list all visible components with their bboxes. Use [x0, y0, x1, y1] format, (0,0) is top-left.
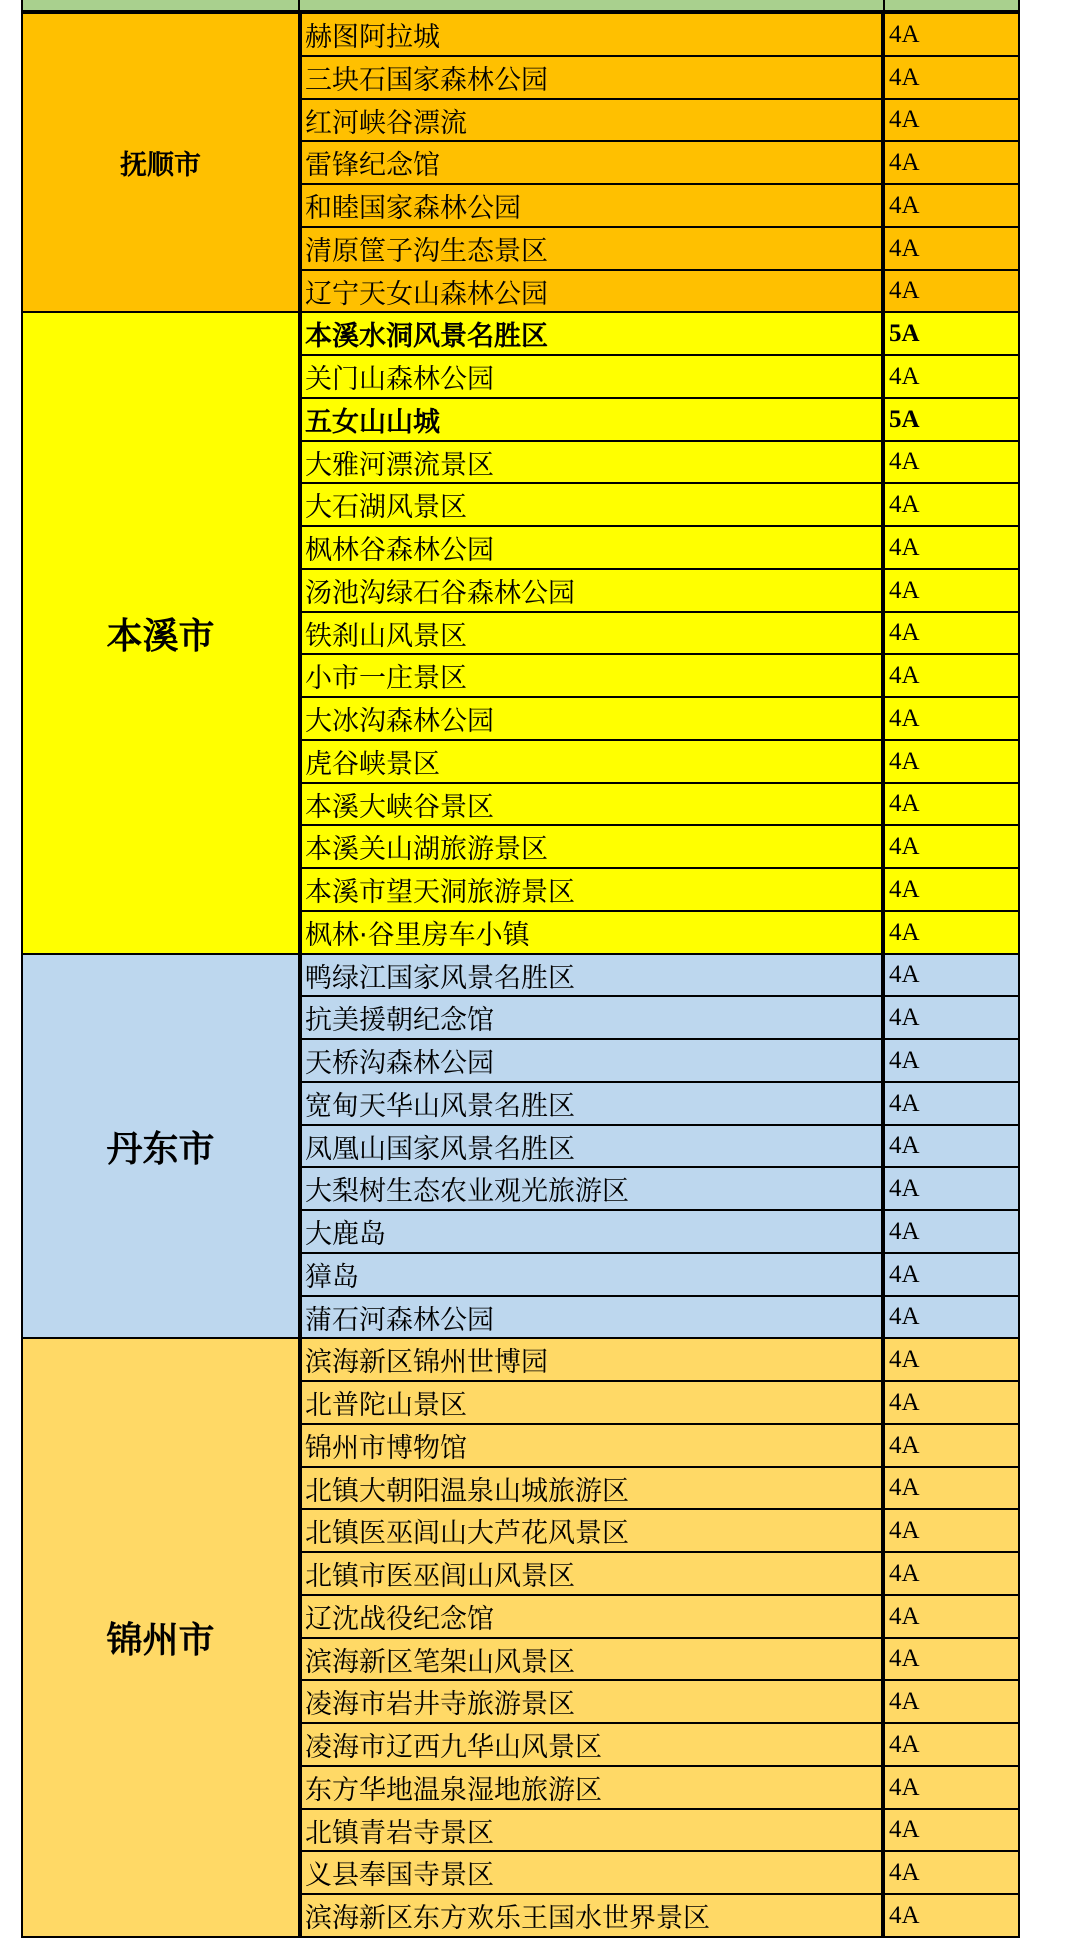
top-partial-cell [21, 0, 300, 10]
scenic-spot-grade: 4A [883, 354, 1020, 399]
scenic-spot-name: 赫图阿拉城 [300, 12, 883, 57]
scenic-spot-grade: 4A [883, 1124, 1020, 1168]
scenic-spot-grade: 4A [883, 568, 1020, 613]
scenic-spot-name: 和睦国家森林公园 [300, 183, 883, 228]
scenic-spot-name: 北镇医巫闾山大芦花风景区 [300, 1508, 883, 1553]
scenic-spot-grade: 4A [883, 824, 1020, 869]
scenic-spot-grade: 4A [883, 953, 1020, 997]
scenic-spot-name: 辽宁天女山森林公园 [300, 269, 883, 313]
scenic-spot-name: 枫林谷森林公园 [300, 525, 883, 570]
scenic-spot-grade: 4A [883, 140, 1020, 185]
scenic-spot-grade: 4A [883, 1551, 1020, 1596]
scenic-spot-name: 大梨树生态农业观光旅游区 [300, 1166, 883, 1211]
scenic-spot-grade: 4A [883, 440, 1020, 484]
scenic-spot-grade: 4A [883, 995, 1020, 1040]
city-name-cell: 抚顺市 [21, 12, 300, 313]
scenic-spot-name: 雷锋纪念馆 [300, 140, 883, 185]
scenic-spot-name: 义县奉国寺景区 [300, 1850, 883, 1895]
scenic-spot-name: 天桥沟森林公园 [300, 1038, 883, 1083]
scenic-spot-name: 大石湖风景区 [300, 482, 883, 527]
scenic-spot-grade: 4A [883, 1295, 1020, 1339]
scenic-spot-name: 大鹿岛 [300, 1209, 883, 1254]
scenic-spot-name: 辽沈战役纪念馆 [300, 1594, 883, 1639]
scenic-spot-name: 三块石国家森林公园 [300, 55, 883, 100]
city-name-cell: 丹东市 [21, 953, 300, 1339]
scenic-spot-name: 清原筐子沟生态景区 [300, 226, 883, 271]
scenic-spot-name: 关门山森林公园 [300, 354, 883, 399]
scenic-spot-name: 本溪市望天洞旅游景区 [300, 867, 883, 912]
scenic-spot-name: 虎谷峡景区 [300, 739, 883, 784]
top-partial-row [21, 0, 1020, 12]
scenic-spot-grade: 4A [883, 1423, 1020, 1468]
scenic-spot-name: 蒲石河森林公园 [300, 1295, 883, 1339]
scenic-spot-name: 大冰沟森林公园 [300, 696, 883, 741]
scenic-spot-name: 本溪关山湖旅游景区 [300, 824, 883, 869]
scenic-spot-grade: 4A [883, 1722, 1020, 1767]
scenic-spot-name: 宽甸天华山风景名胜区 [300, 1081, 883, 1126]
scenic-spot-name: 滨海新区东方欢乐王国水世界景区 [300, 1893, 883, 1938]
scenic-spot-grade: 4A [883, 1765, 1020, 1810]
scenic-spot-grade: 4A [883, 183, 1020, 228]
scenic-spot-grade: 4A [883, 1850, 1020, 1895]
scenic-spot-grade: 5A [883, 397, 1020, 442]
scenic-spot-grade: 4A [883, 1081, 1020, 1126]
scenic-spot-grade: 5A [883, 311, 1020, 356]
scenic-spot-name: 獐岛 [300, 1252, 883, 1297]
scenic-spot-grade: 4A [883, 482, 1020, 527]
scenic-spot-grade: 4A [883, 1209, 1020, 1254]
scenic-spot-grade: 4A [883, 1252, 1020, 1297]
scenic-spot-grade: 4A [883, 525, 1020, 570]
scenic-spot-grade: 4A [883, 1893, 1020, 1938]
scenic-spot-name: 锦州市博物馆 [300, 1423, 883, 1468]
scenic-spot-grade: 4A [883, 1166, 1020, 1211]
scenic-spot-grade: 4A [883, 1594, 1020, 1639]
scenic-spot-name: 凌海市辽西九华山风景区 [300, 1722, 883, 1767]
top-partial-cell [883, 0, 1020, 10]
scenic-spot-name: 汤池沟绿石谷森林公园 [300, 568, 883, 613]
scenic-spot-grade: 4A [883, 782, 1020, 826]
scenic-spot-name: 凤凰山国家风景名胜区 [300, 1124, 883, 1168]
scenic-spot-name: 东方华地温泉湿地旅游区 [300, 1765, 883, 1810]
scenic-spot-name: 小市一庄景区 [300, 653, 883, 698]
scenic-spot-name: 滨海新区笔架山风景区 [300, 1637, 883, 1681]
scenic-spot-grade: 4A [883, 1380, 1020, 1425]
scenic-spot-name: 北普陀山景区 [300, 1380, 883, 1425]
scenic-spot-grade: 4A [883, 1508, 1020, 1553]
scenic-spot-grade: 4A [883, 1466, 1020, 1510]
scenic-spot-grade: 4A [883, 98, 1020, 142]
scenic-spot-name: 北镇大朝阳温泉山城旅游区 [300, 1466, 883, 1510]
scenic-spot-name: 铁刹山风景区 [300, 611, 883, 655]
scenic-spot-grade: 4A [883, 653, 1020, 698]
scenic-spot-name: 五女山山城 [300, 397, 883, 442]
scenic-spot-name: 抗美援朝纪念馆 [300, 995, 883, 1040]
scenic-spot-grade: 4A [883, 1637, 1020, 1681]
scenic-spot-grade: 4A [883, 269, 1020, 313]
scenic-spot-grade: 4A [883, 55, 1020, 100]
scenic-spot-grade: 4A [883, 1679, 1020, 1724]
scenic-spot-grade: 4A [883, 12, 1020, 57]
scenic-spot-name: 凌海市岩井寺旅游景区 [300, 1679, 883, 1724]
scenic-spot-name: 红河峡谷漂流 [300, 98, 883, 142]
scenic-spot-grade: 4A [883, 739, 1020, 784]
scenic-spot-name: 北镇青岩寺景区 [300, 1808, 883, 1852]
city-name-cell: 锦州市 [21, 1337, 300, 1938]
scenic-spot-name: 枫林·谷里房车小镇 [300, 910, 883, 955]
scenic-spot-name: 大雅河漂流景区 [300, 440, 883, 484]
scenic-spot-grade: 4A [883, 226, 1020, 271]
scenic-spot-name: 本溪大峡谷景区 [300, 782, 883, 826]
scenic-spot-name: 滨海新区锦州世博园 [300, 1337, 883, 1382]
scenic-spot-grade: 4A [883, 611, 1020, 655]
scenic-spot-grade: 4A [883, 1808, 1020, 1852]
scenic-spot-grade: 4A [883, 867, 1020, 912]
scenic-spot-grade: 4A [883, 696, 1020, 741]
scenic-spot-grade: 4A [883, 1337, 1020, 1382]
scenic-spot-grade: 4A [883, 910, 1020, 955]
scenic-spot-name: 北镇市医巫闾山风景区 [300, 1551, 883, 1596]
city-name-cell: 本溪市 [21, 311, 300, 955]
scenic-spot-grade: 4A [883, 1038, 1020, 1083]
scenic-spot-name: 鸭绿江国家风景名胜区 [300, 953, 883, 997]
scenic-spot-name: 本溪水洞风景名胜区 [300, 311, 883, 356]
